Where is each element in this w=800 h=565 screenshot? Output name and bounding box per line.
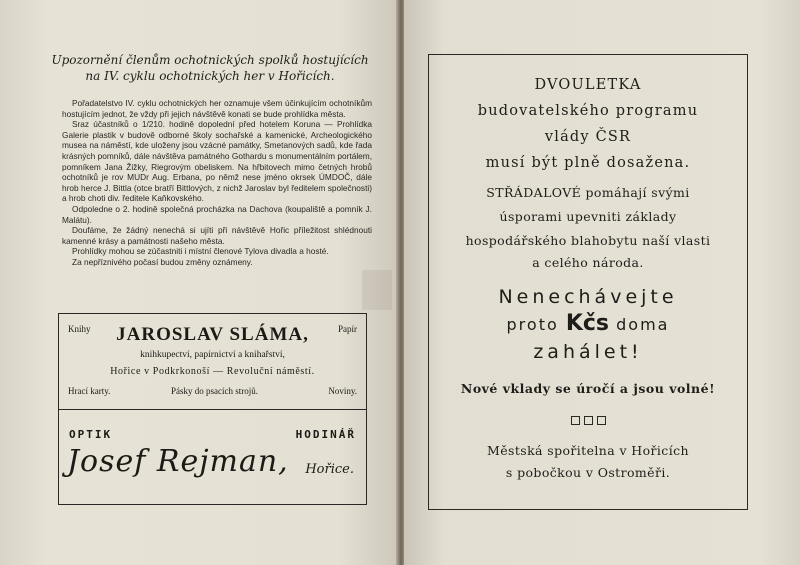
bank-branch: s pobočkou v Ostroměři. — [505, 465, 671, 480]
optician-city: Hořice. — [305, 462, 354, 477]
slogan-line-1: Nenechávejte — [498, 286, 678, 308]
slogan-line-3: zahálet! — [533, 341, 643, 363]
savings-bank-advertisement — [428, 54, 748, 510]
square-icon — [571, 416, 580, 425]
slogan-line-2 — [429, 311, 747, 336]
ad-line: a celého národa. — [532, 255, 644, 270]
optician-name: Josef Rejman, — [67, 444, 289, 479]
notice-body — [62, 98, 372, 268]
ad-line: úsporami upevniti základy — [499, 209, 677, 224]
notice-title-line-2: na IV. cyklu ochotnických her v Hořicích. — [85, 69, 335, 83]
ad-line: musí být plně dosažena. — [485, 155, 691, 171]
notice-title-line-1: Upozornění členům ochotnických spolků hostujících — [51, 53, 369, 67]
ad-line: STŘÁDALOVÉ pomáhají svými — [486, 185, 690, 200]
notice-paragraph: Pořadatelstvo IV. cyklu ochotnických her oznamuje všem účinkujícím ochotníkům hostujícím jednot, že vždy při jejich návštěvě konati se bude prohlídka města. — [62, 98, 372, 119]
bookshop-trade: knihkupectví, papírnictví a knihařství, — [140, 350, 285, 360]
ad-heading: DVOULETKA — [534, 77, 642, 93]
watchmaker-label: HODINÁŘ — [295, 428, 356, 441]
deposit-note: Nové vklady se úročí a jsou volné! — [460, 381, 716, 396]
ad-line: vlády ČSR — [544, 129, 632, 145]
ad-line: hospodářského blahobytu naší vlasti — [465, 233, 711, 248]
slogan-kcs: Kčs — [565, 311, 610, 336]
optician-advertisement — [59, 410, 366, 504]
books-label: Knihy — [68, 324, 91, 334]
notice-paragraph: Za nepříznivého počasí budou změny oznámeny. — [72, 256, 253, 267]
bookshop-advertisement — [59, 314, 366, 410]
square-icon — [597, 416, 606, 425]
item-typewriter-ribbons: Pásky do psacích strojů. — [171, 386, 258, 396]
notice-paragraph: Doufáme, že žádný nenechá si ujíti při návštěvě Hořic příležitost shlédnouti kamenné krásy a památnosti našeho města. — [62, 225, 372, 246]
advertisement-box — [58, 313, 367, 505]
paper-label: Papír — [338, 324, 357, 334]
ornament — [429, 410, 747, 429]
slogan-proto: proto — [506, 315, 559, 334]
item-newspapers: Noviny. — [328, 386, 357, 396]
item-playing-cards: Hrací karty. — [68, 386, 111, 396]
optician-label: OPTIK — [69, 428, 113, 441]
square-icon — [584, 416, 593, 425]
notice-paragraph: Odpoledne o 2. hodině společná procházka na Dachova (koupaliště a pomník J. Malátu). — [62, 203, 372, 225]
notice-paragraph: Sraz účastníků o 1/210. hodině dopolední před hotelem Koruna — Prohlídka Galerie plastik v budově odborné školy sochařské a kamenické, Archeologického musea na náměstí, kde uloženy jsou vzácné památky, Smetanových sadů, kde řada krásných pomníků, dále návštěva památného Gothardu s monumentálním portálem, pomníkem Jana Žižky, Riegrovým obeliskem. Na hřbitovech mimo četných hrobů ochotníků je rov MUDr Aug. Erbana, po němž nese jméno okrsek ÚMDOČ, dále hrob herce J. Bittla (otce bratří Bittlových, z nichž Jaroslav byl ředitelem společnosti) a hrob choti div. ředitele Kaňkovského. — [62, 119, 372, 204]
slogan-doma: doma — [616, 315, 670, 334]
notice-paragraph: Prohlídky mohou se zúčastniti i místní členové Tylova divadla a hosté. — [72, 246, 329, 257]
notice-title — [40, 52, 380, 84]
bookshop-address: Hořice v Podkrkonoší — Revoluční náměstí. — [110, 366, 315, 377]
bank-name: Městská spořitelna v Hořicích — [487, 443, 689, 458]
ad-line: budovatelského programu — [477, 103, 699, 119]
bookshop-name: JAROSLAV SLÁMA, — [116, 324, 309, 345]
bleed-through-mark — [362, 270, 392, 310]
